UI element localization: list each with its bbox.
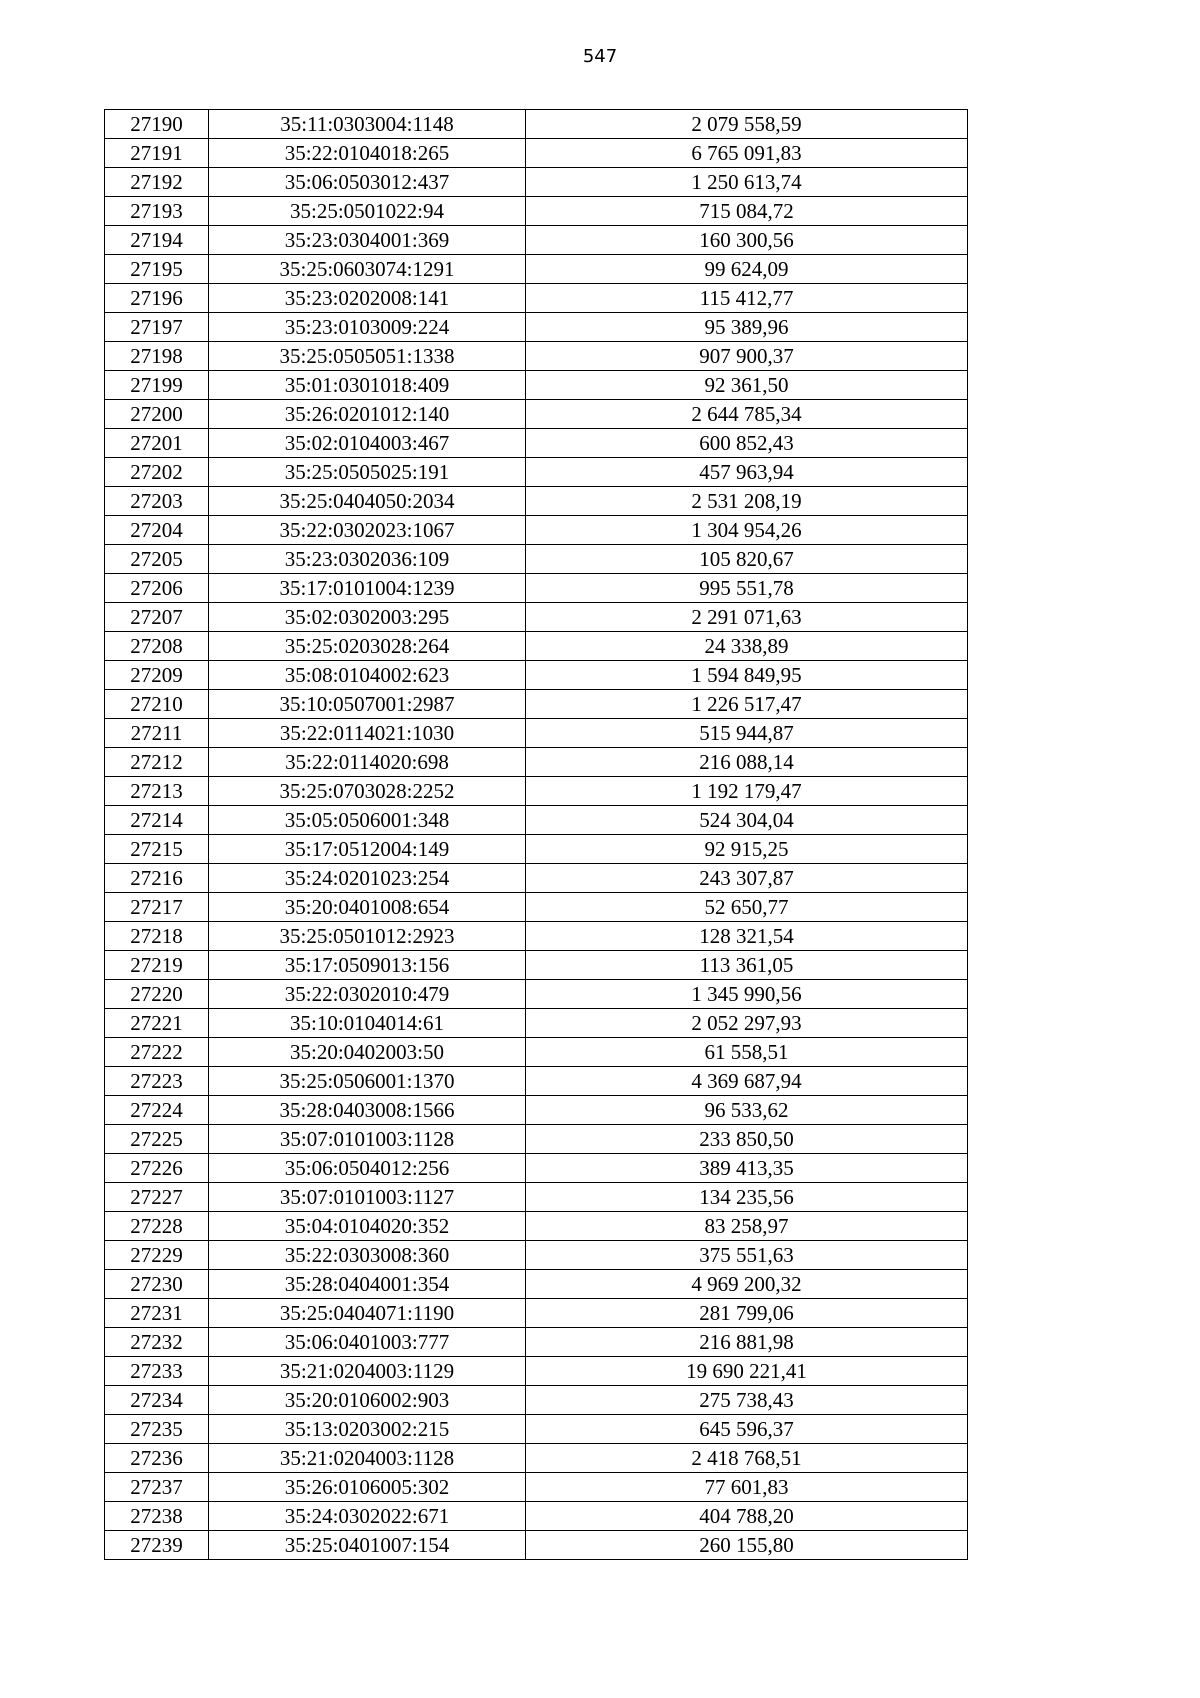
- table-row: [105, 1241, 968, 1270]
- table-row: [105, 139, 968, 168]
- cadastral-number-cell: 35:10:0104014:61: [209, 1009, 526, 1038]
- row-number-cell: 27219: [105, 951, 209, 980]
- cadastral-value-cell: 105 820,67: [526, 545, 968, 574]
- cadastral-value-cell: 19 690 221,41: [526, 1357, 968, 1386]
- row-number-cell: 27190: [105, 110, 209, 139]
- row-number-cell: 27226: [105, 1154, 209, 1183]
- cadastral-value-cell: 2 644 785,34: [526, 400, 968, 429]
- cadastral-number-cell: 35:23:0302036:109: [209, 545, 526, 574]
- cadastral-number-cell: 35:25:0401007:154: [209, 1531, 526, 1560]
- cadastral-number-cell: 35:26:0106005:302: [209, 1473, 526, 1502]
- cadastral-number-cell: 35:26:0201012:140: [209, 400, 526, 429]
- table-row: [105, 458, 968, 487]
- cadastral-value-cell: 99 624,09: [526, 255, 968, 284]
- table-row: [105, 1154, 968, 1183]
- cadastral-number-cell: 35:23:0103009:224: [209, 313, 526, 342]
- row-number-cell: 27237: [105, 1473, 209, 1502]
- cadastral-value-cell: 2 531 208,19: [526, 487, 968, 516]
- row-number-cell: 27235: [105, 1415, 209, 1444]
- cadastral-value-cell: 233 850,50: [526, 1125, 968, 1154]
- cadastral-number-cell: 35:23:0202008:141: [209, 284, 526, 313]
- table-row: [105, 574, 968, 603]
- cadastral-value-cell: 457 963,94: [526, 458, 968, 487]
- cadastral-value-table: [104, 109, 968, 1560]
- row-number-cell: 27208: [105, 632, 209, 661]
- cadastral-number-cell: 35:06:0504012:256: [209, 1154, 526, 1183]
- cadastral-number-cell: 35:25:0404050:2034: [209, 487, 526, 516]
- table-row: [105, 1386, 968, 1415]
- row-number-cell: 27193: [105, 197, 209, 226]
- cadastral-value-cell: 281 799,06: [526, 1299, 968, 1328]
- table-row: [105, 690, 968, 719]
- cadastral-value-cell: 4 969 200,32: [526, 1270, 968, 1299]
- cadastral-value-cell: 1 594 849,95: [526, 661, 968, 690]
- table-row: [105, 922, 968, 951]
- row-number-cell: 27224: [105, 1096, 209, 1125]
- cadastral-number-cell: 35:17:0512004:149: [209, 835, 526, 864]
- cadastral-value-cell: 77 601,83: [526, 1473, 968, 1502]
- cadastral-number-cell: 35:22:0303008:360: [209, 1241, 526, 1270]
- cadastral-number-cell: 35:25:0603074:1291: [209, 255, 526, 284]
- cadastral-value-cell: 134 235,56: [526, 1183, 968, 1212]
- cadastral-value-cell: 2 052 297,93: [526, 1009, 968, 1038]
- row-number-cell: 27228: [105, 1212, 209, 1241]
- table-row: [105, 1357, 968, 1386]
- row-number-cell: 27231: [105, 1299, 209, 1328]
- cadastral-number-cell: 35:21:0204003:1129: [209, 1357, 526, 1386]
- row-number-cell: 27232: [105, 1328, 209, 1357]
- cadastral-value-cell: 2 291 071,63: [526, 603, 968, 632]
- cadastral-value-cell: 1 345 990,56: [526, 980, 968, 1009]
- row-number-cell: 27229: [105, 1241, 209, 1270]
- row-number-cell: 27192: [105, 168, 209, 197]
- cadastral-value-cell: 1 192 179,47: [526, 777, 968, 806]
- cadastral-value-cell: 995 551,78: [526, 574, 968, 603]
- table-row: [105, 1212, 968, 1241]
- table-body: [105, 110, 968, 1560]
- cadastral-number-cell: 35:08:0104002:623: [209, 661, 526, 690]
- table-row: [105, 1096, 968, 1125]
- table-row: [105, 545, 968, 574]
- row-number-cell: 27214: [105, 806, 209, 835]
- row-number-cell: 27227: [105, 1183, 209, 1212]
- row-number-cell: 27204: [105, 516, 209, 545]
- cadastral-value-cell: 2 079 558,59: [526, 110, 968, 139]
- table-row: [105, 400, 968, 429]
- row-number-cell: 27222: [105, 1038, 209, 1067]
- table-row: [105, 284, 968, 313]
- cadastral-value-cell: 128 321,54: [526, 922, 968, 951]
- cadastral-value-cell: 95 389,96: [526, 313, 968, 342]
- table-row: [105, 487, 968, 516]
- cadastral-value-cell: 715 084,72: [526, 197, 968, 226]
- cadastral-value-cell: 1 250 613,74: [526, 168, 968, 197]
- cadastral-value-cell: 160 300,56: [526, 226, 968, 255]
- table-row: [105, 835, 968, 864]
- cadastral-number-cell: 35:02:0302003:295: [209, 603, 526, 632]
- cadastral-number-cell: 35:25:0404071:1190: [209, 1299, 526, 1328]
- cadastral-number-cell: 35:07:0101003:1127: [209, 1183, 526, 1212]
- cadastral-value-cell: 113 361,05: [526, 951, 968, 980]
- table-row: [105, 893, 968, 922]
- row-number-cell: 27196: [105, 284, 209, 313]
- row-number-cell: 27191: [105, 139, 209, 168]
- row-number-cell: 27239: [105, 1531, 209, 1560]
- cadastral-value-cell: 24 338,89: [526, 632, 968, 661]
- cadastral-value-cell: 389 413,35: [526, 1154, 968, 1183]
- table-row: [105, 748, 968, 777]
- row-number-cell: 27205: [105, 545, 209, 574]
- cadastral-value-cell: 115 412,77: [526, 284, 968, 313]
- cadastral-value-cell: 96 533,62: [526, 1096, 968, 1125]
- row-number-cell: 27198: [105, 342, 209, 371]
- table-row: [105, 1270, 968, 1299]
- table-row: [105, 342, 968, 371]
- cadastral-number-cell: 35:20:0401008:654: [209, 893, 526, 922]
- table-row: [105, 226, 968, 255]
- row-number-cell: 27211: [105, 719, 209, 748]
- cadastral-number-cell: 35:25:0203028:264: [209, 632, 526, 661]
- row-number-cell: 27217: [105, 893, 209, 922]
- cadastral-number-cell: 35:11:0303004:1148: [209, 110, 526, 139]
- row-number-cell: 27220: [105, 980, 209, 1009]
- cadastral-value-cell: 404 788,20: [526, 1502, 968, 1531]
- cadastral-number-cell: 35:06:0401003:777: [209, 1328, 526, 1357]
- table-row: [105, 1067, 968, 1096]
- cadastral-number-cell: 35:24:0201023:254: [209, 864, 526, 893]
- table-row: [105, 603, 968, 632]
- cadastral-value-cell: 600 852,43: [526, 429, 968, 458]
- row-number-cell: 27234: [105, 1386, 209, 1415]
- cadastral-value-cell: 260 155,80: [526, 1531, 968, 1560]
- cadastral-value-cell: 1 304 954,26: [526, 516, 968, 545]
- cadastral-value-cell: 4 369 687,94: [526, 1067, 968, 1096]
- cadastral-value-cell: 61 558,51: [526, 1038, 968, 1067]
- cadastral-value-cell: 515 944,87: [526, 719, 968, 748]
- row-number-cell: 27216: [105, 864, 209, 893]
- row-number-cell: 27236: [105, 1444, 209, 1473]
- table-row: [105, 1038, 968, 1067]
- row-number-cell: 27225: [105, 1125, 209, 1154]
- table-row: [105, 1473, 968, 1502]
- row-number-cell: 27218: [105, 922, 209, 951]
- table-row: [105, 777, 968, 806]
- cadastral-number-cell: 35:17:0101004:1239: [209, 574, 526, 603]
- cadastral-number-cell: 35:24:0302022:671: [209, 1502, 526, 1531]
- table-row: [105, 1183, 968, 1212]
- table-row: [105, 110, 968, 139]
- row-number-cell: 27210: [105, 690, 209, 719]
- cadastral-number-cell: 35:04:0104020:352: [209, 1212, 526, 1241]
- table-row: [105, 1009, 968, 1038]
- page-number: 547: [582, 46, 618, 67]
- row-number-cell: 27221: [105, 1009, 209, 1038]
- cadastral-number-cell: 35:23:0304001:369: [209, 226, 526, 255]
- row-number-cell: 27212: [105, 748, 209, 777]
- table-row: [105, 255, 968, 284]
- row-number-cell: 27203: [105, 487, 209, 516]
- cadastral-value-cell: 92 915,25: [526, 835, 968, 864]
- cadastral-number-cell: 35:10:0507001:2987: [209, 690, 526, 719]
- cadastral-value-cell: 83 258,97: [526, 1212, 968, 1241]
- cadastral-number-cell: 35:22:0114021:1030: [209, 719, 526, 748]
- table-row: [105, 1328, 968, 1357]
- row-number-cell: 27230: [105, 1270, 209, 1299]
- cadastral-number-cell: 35:21:0204003:1128: [209, 1444, 526, 1473]
- cadastral-value-cell: 243 307,87: [526, 864, 968, 893]
- table-row: [105, 719, 968, 748]
- cadastral-value-cell: 375 551,63: [526, 1241, 968, 1270]
- row-number-cell: 27233: [105, 1357, 209, 1386]
- row-number-cell: 27206: [105, 574, 209, 603]
- cadastral-value-cell: 6 765 091,83: [526, 139, 968, 168]
- cadastral-number-cell: 35:22:0302023:1067: [209, 516, 526, 545]
- table-row: [105, 1502, 968, 1531]
- cadastral-number-cell: 35:22:0104018:265: [209, 139, 526, 168]
- cadastral-number-cell: 35:25:0505051:1338: [209, 342, 526, 371]
- cadastral-value-cell: 1 226 517,47: [526, 690, 968, 719]
- row-number-cell: 27197: [105, 313, 209, 342]
- cadastral-number-cell: 35:25:0505025:191: [209, 458, 526, 487]
- cadastral-value-cell: 645 596,37: [526, 1415, 968, 1444]
- row-number-cell: 27199: [105, 371, 209, 400]
- cadastral-number-cell: 35:20:0402003:50: [209, 1038, 526, 1067]
- table-row: [105, 429, 968, 458]
- cadastral-value-cell: 216 881,98: [526, 1328, 968, 1357]
- table-row: [105, 1531, 968, 1560]
- table-row: [105, 864, 968, 893]
- table-row: [105, 1415, 968, 1444]
- table-row: [105, 661, 968, 690]
- table-row: [105, 1299, 968, 1328]
- cadastral-number-cell: 35:28:0404001:354: [209, 1270, 526, 1299]
- cadastral-number-cell: 35:05:0506001:348: [209, 806, 526, 835]
- table-row: [105, 806, 968, 835]
- row-number-cell: 27195: [105, 255, 209, 284]
- table-container: [104, 109, 968, 1560]
- cadastral-number-cell: 35:06:0503012:437: [209, 168, 526, 197]
- row-number-cell: 27201: [105, 429, 209, 458]
- table-row: [105, 1125, 968, 1154]
- cadastral-number-cell: 35:25:0703028:2252: [209, 777, 526, 806]
- cadastral-number-cell: 35:17:0509013:156: [209, 951, 526, 980]
- cadastral-number-cell: 35:25:0506001:1370: [209, 1067, 526, 1096]
- cadastral-number-cell: 35:02:0104003:467: [209, 429, 526, 458]
- row-number-cell: 27200: [105, 400, 209, 429]
- cadastral-value-cell: 907 900,37: [526, 342, 968, 371]
- cadastral-value-cell: 216 088,14: [526, 748, 968, 777]
- row-number-cell: 27213: [105, 777, 209, 806]
- cadastral-number-cell: 35:20:0106002:903: [209, 1386, 526, 1415]
- table-row: [105, 197, 968, 226]
- cadastral-value-cell: 52 650,77: [526, 893, 968, 922]
- cadastral-number-cell: 35:13:0203002:215: [209, 1415, 526, 1444]
- cadastral-value-cell: 2 418 768,51: [526, 1444, 968, 1473]
- row-number-cell: 27194: [105, 226, 209, 255]
- cadastral-value-cell: 275 738,43: [526, 1386, 968, 1415]
- row-number-cell: 27209: [105, 661, 209, 690]
- cadastral-number-cell: 35:01:0301018:409: [209, 371, 526, 400]
- row-number-cell: 27223: [105, 1067, 209, 1096]
- cadastral-value-cell: 92 361,50: [526, 371, 968, 400]
- cadastral-number-cell: 35:28:0403008:1566: [209, 1096, 526, 1125]
- table-row: [105, 168, 968, 197]
- cadastral-number-cell: 35:25:0501022:94: [209, 197, 526, 226]
- cadastral-number-cell: 35:22:0114020:698: [209, 748, 526, 777]
- table-row: [105, 1444, 968, 1473]
- table-row: [105, 371, 968, 400]
- row-number-cell: 27238: [105, 1502, 209, 1531]
- table-row: [105, 632, 968, 661]
- row-number-cell: 27207: [105, 603, 209, 632]
- row-number-cell: 27202: [105, 458, 209, 487]
- cadastral-number-cell: 35:07:0101003:1128: [209, 1125, 526, 1154]
- row-number-cell: 27215: [105, 835, 209, 864]
- table-row: [105, 951, 968, 980]
- table-row: [105, 516, 968, 545]
- cadastral-value-cell: 524 304,04: [526, 806, 968, 835]
- table-row: [105, 313, 968, 342]
- cadastral-number-cell: 35:25:0501012:2923: [209, 922, 526, 951]
- cadastral-number-cell: 35:22:0302010:479: [209, 980, 526, 1009]
- table-row: [105, 980, 968, 1009]
